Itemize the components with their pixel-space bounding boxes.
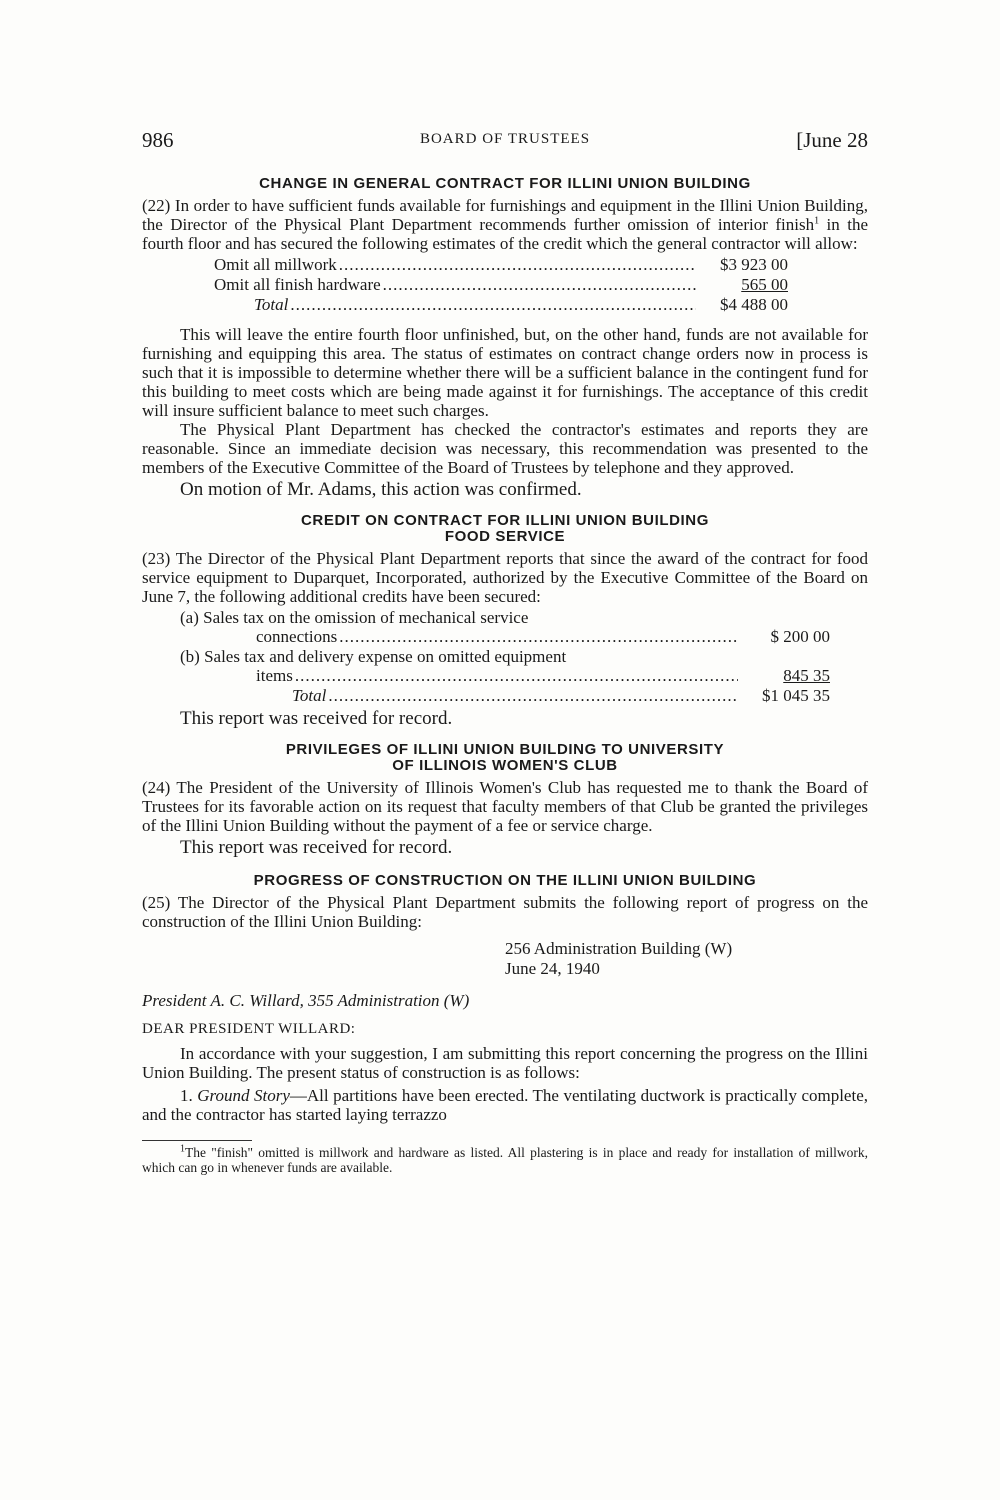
section-heading-progress: PROGRESS OF CONSTRUCTION ON THE ILLINI UNION BUILDING <box>253 872 757 889</box>
item-title: Ground Story <box>197 1086 290 1105</box>
ledger-total-amount: $4 488 00 <box>720 295 788 314</box>
footnote <box>142 1145 868 1175</box>
paragraph-22-text-a: (22) In order to have sufficient funds available for furnishings and equipment in the Illini Union Building, the Director of the Physical Plant Department recommends further omission of interior finish <box>142 196 868 234</box>
ledger-label: items <box>256 666 293 685</box>
ledger-total-row <box>214 295 800 315</box>
ledger-item-a-label: (a) Sales tax on the omission of mechanical service <box>180 608 529 627</box>
ledger-label: Omit all finish hardware <box>214 275 381 294</box>
motion-confirmed: On motion of Mr. Adams, this action was confirmed. <box>180 479 582 500</box>
paragraph-22-approval: The Physical Plant Department has checked the contractor's estimates and reports they are reasonable. Since an immediate decision was necessary, this recommendation was presented to the members of the Executive Committee of the Board of Trustees by telephone and they approved. <box>142 420 868 477</box>
ledger-label: Omit all millwork <box>214 255 337 274</box>
heading-line: OF ILLINOIS WOMEN'S CLUB <box>392 757 618 774</box>
ledger-total-label: Total <box>254 295 289 314</box>
paragraph-25: (25) The Director of the Physical Plant Department submits the following report of progress on the construction of the Illini Union Building: <box>142 893 868 931</box>
ledger-amount: 565 00 <box>741 275 788 294</box>
heading-line: FOOD SERVICE <box>444 528 566 545</box>
ledger-amount: $ 200 00 <box>770 627 830 646</box>
ledger-amount: $3 923 00 <box>720 255 788 274</box>
letter-date: June 24, 1940 <box>505 959 600 978</box>
ledger-row <box>214 255 800 275</box>
paragraph-22 <box>142 196 868 253</box>
footnote-ref: 1 <box>814 215 820 227</box>
letter-address <box>505 939 868 979</box>
progress-item-1 <box>142 1086 868 1124</box>
address-line: 256 Administration Building (W) <box>505 939 733 958</box>
ledger-total-label: Total <box>292 686 327 705</box>
paragraph-24: (24) The President of the University of Illinois Women's Club has requested me to thank the Board of Trustees for its favorable action on its request that faculty members of that Club be granted the privileges of the Illini Union Building without the payment of a fee or service charge. <box>142 778 868 835</box>
footnote-text: The "finish" omitted is millwork and hardware as listed. All plastering is in place and ready for installation of millwork, which can go in whenever funds are available. <box>142 1145 868 1175</box>
letter-salutation: DEAR PRESIDENT WILLARD: <box>142 1021 356 1037</box>
ledger-label: connections <box>256 627 338 646</box>
credit-ledger-23 <box>142 608 842 706</box>
letter-paragraph: In accordance with your suggestion, I am submitting this report concerning the progress on the Illini Union Building. The present status of construction is as follows: <box>142 1044 868 1082</box>
footnote-mark: 1 <box>180 1143 185 1155</box>
credit-ledger-22 <box>214 255 800 315</box>
item-number: 1. <box>180 1086 193 1105</box>
leader-dots <box>290 295 696 315</box>
ledger-row <box>214 275 800 295</box>
leader-dots <box>339 255 696 275</box>
section-heading-change-contract: CHANGE IN GENERAL CONTRACT FOR ILLINI UNION BUILDING <box>259 175 751 192</box>
leader-dots <box>295 666 738 686</box>
received-for-record: This report was received for record. <box>180 837 453 858</box>
document-page <box>142 128 868 1175</box>
running-date: [June 28 <box>796 128 868 152</box>
leader-dots <box>383 275 696 295</box>
ledger-amount: 845 35 <box>783 666 830 685</box>
item-text: —All partitions have been erected. The ventilating ductwork is practically complete, and the contractor has started laying terrazzo <box>142 1086 868 1124</box>
leader-dots <box>328 686 738 706</box>
page-number: 986 <box>142 128 174 152</box>
heading-line: PRIVILEGES OF ILLINI UNION BUILDING TO UNIVERSITY <box>285 741 725 758</box>
footnote-divider <box>142 1140 252 1141</box>
leader-dots <box>339 627 738 647</box>
ledger-total-amount: $1 045 35 <box>762 686 830 705</box>
paragraph-23: (23) The Director of the Physical Plant Department reports that since the award of the contract for food service equipment to Duparquet, Incorporated, authorized by the Executive Committee of the Board on June 7, the following additional credits have been secured: <box>142 549 868 606</box>
ledger-total-row <box>292 686 842 706</box>
heading-line: CREDIT ON CONTRACT FOR ILLINI UNION BUILDING <box>300 512 710 529</box>
section-heading-privileges <box>142 742 868 774</box>
paragraph-22-text-b: in the fourth floor and has secured the following estimates of the credit which the general contractor will allow: <box>142 215 868 253</box>
section-heading-credit-food-service <box>142 513 868 545</box>
running-title: BOARD OF TRUSTEES <box>419 131 591 147</box>
ledger-row <box>256 666 842 686</box>
received-for-record: This report was received for record. <box>180 708 453 729</box>
ledger-row <box>256 627 842 647</box>
paragraph-22-status: This will leave the entire fourth floor unfinished, but, on the other hand, funds are not available for furnishing and equipping this area. The status of estimates on contract change orders now in process is such that it is impossible to determine whether there will be a sufficient balance in the contingent fund for this building to meet costs which are being made against it for furnishings. The acceptance of this credit will insure sufficient balance to meet such charges. <box>142 325 868 420</box>
letter-addressee: President A. C. Willard, 355 Administration (W) <box>142 991 470 1010</box>
ledger-item-b-label: (b) Sales tax and delivery expense on omitted equipment <box>180 647 567 666</box>
running-header <box>142 128 868 158</box>
